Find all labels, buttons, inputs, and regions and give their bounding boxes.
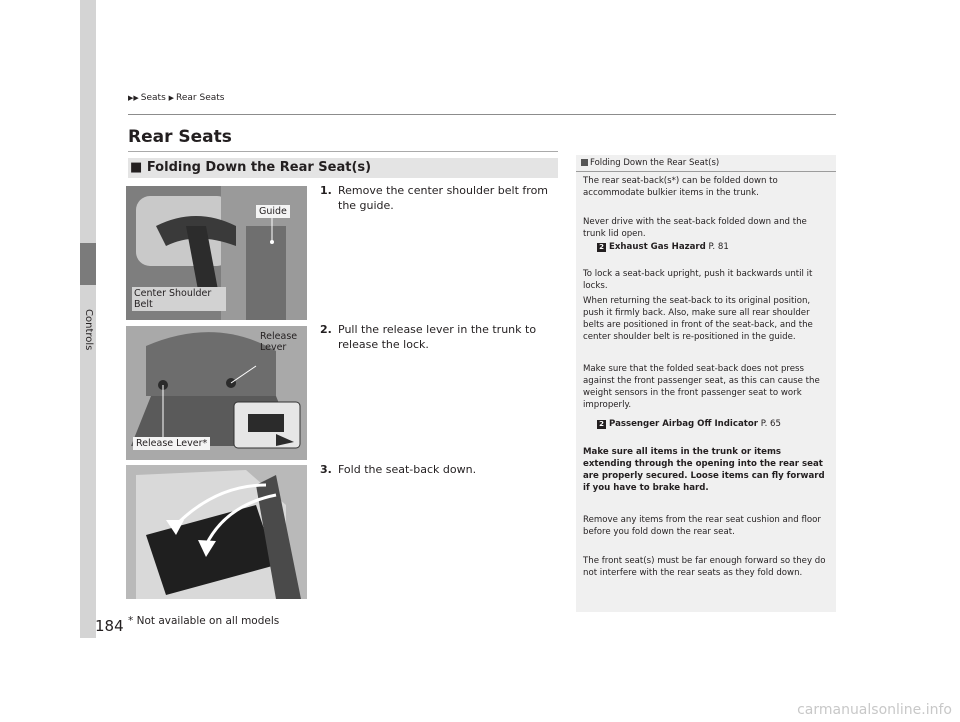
note-xref-exhaust[interactable] [583, 241, 845, 253]
step-3-number: 3. [320, 463, 332, 476]
notes-heading-text: Folding Down the Rear Seat(s) [590, 158, 720, 168]
note-paragraph-7: Remove any items from the rear seat cushion and floor before you fold down the rear seat. [583, 515, 821, 537]
step-2-number: 2. [320, 323, 332, 336]
step-2 [320, 322, 560, 352]
breadcrumb-arrow-icon: ▶▶ [128, 94, 139, 102]
xref-arrow-icon: 2 [597, 243, 606, 252]
step-1-number: 1. [320, 184, 332, 197]
note-xref-airbag[interactable] [583, 418, 845, 430]
callout-guide: Guide [256, 205, 290, 218]
footnote: * Not available on all models [128, 615, 280, 627]
watermark: carmanualsonline.info [797, 702, 952, 718]
note-paragraph-3: To lock a seat-back upright, push it backwards until it locks. [583, 269, 813, 291]
breadcrumb [128, 93, 224, 103]
breadcrumb-arrow-icon: ▶ [168, 94, 175, 102]
page-number: 184 [95, 617, 124, 635]
xref-exhaust-label: Exhaust Gas Hazard [609, 242, 706, 252]
notes-heading [576, 157, 836, 172]
side-tab-marker [80, 243, 96, 285]
xref-airbag-page: P. 65 [760, 419, 781, 429]
title-divider [128, 151, 558, 152]
note-warning: Make sure all items in the trunk or items extending through the opening into the rear seat are properly secured. Loose items can fly forward if you have to brake hard. [583, 447, 825, 493]
xref-arrow-icon: 2 [597, 420, 606, 429]
xref-airbag-label: Passenger Airbag Off Indicator [609, 419, 758, 429]
side-label: Controls [83, 309, 94, 351]
breadcrumb-rear-seats[interactable]: Rear Seats [176, 93, 225, 103]
note-paragraph-1: The rear seat-back(s*) can be folded down to accommodate bulkier items in the trunk. [583, 176, 778, 198]
header-divider [128, 114, 836, 115]
step-1-text: Remove the center shoulder belt from the guide. [338, 184, 549, 212]
xref-exhaust-page: P. 81 [708, 242, 729, 252]
note-paragraph-5: Make sure that the folded seat-back does not press against the front passenger seat, as this can cause the weight sensors in the front passenger seat to work improperly. [583, 364, 820, 410]
note-paragraph-4: When returning the seat-back to its original position, push it firmly back. Also, make sure all rear shoulder belts are positioned in front of the seat-back, and the center shoulder belt is re-positioned in the guide. [583, 296, 813, 342]
breadcrumb-seats[interactable]: Seats [140, 93, 166, 103]
note-paragraph-8: The front seat(s) must be far enough forward so they do not interfere with the rear seats as they fold down. [583, 556, 826, 578]
section-heading-text: Folding Down the Rear Seat(s) [146, 160, 372, 175]
figure-fold-seat [126, 465, 307, 599]
callout-release-lever: Release Lever [260, 331, 298, 353]
step-3-text: Fold the seat-back down. [338, 463, 477, 476]
note-marker-icon [581, 159, 588, 166]
step-1 [320, 183, 560, 213]
callout-center-shoulder-belt: Center Shoulder Belt [132, 287, 226, 311]
step-2-text: Pull the release lever in the trunk to release the lock. [338, 323, 537, 351]
note-paragraph-2: Never drive with the seat-back folded down and the trunk lid open. [583, 217, 807, 239]
step-3 [320, 462, 560, 477]
section-bullet-icon: ■ [130, 160, 143, 175]
section-heading [128, 158, 558, 178]
page-title: Rear Seats [128, 127, 232, 147]
callout-release-lever-optional: Release Lever* [133, 437, 210, 450]
